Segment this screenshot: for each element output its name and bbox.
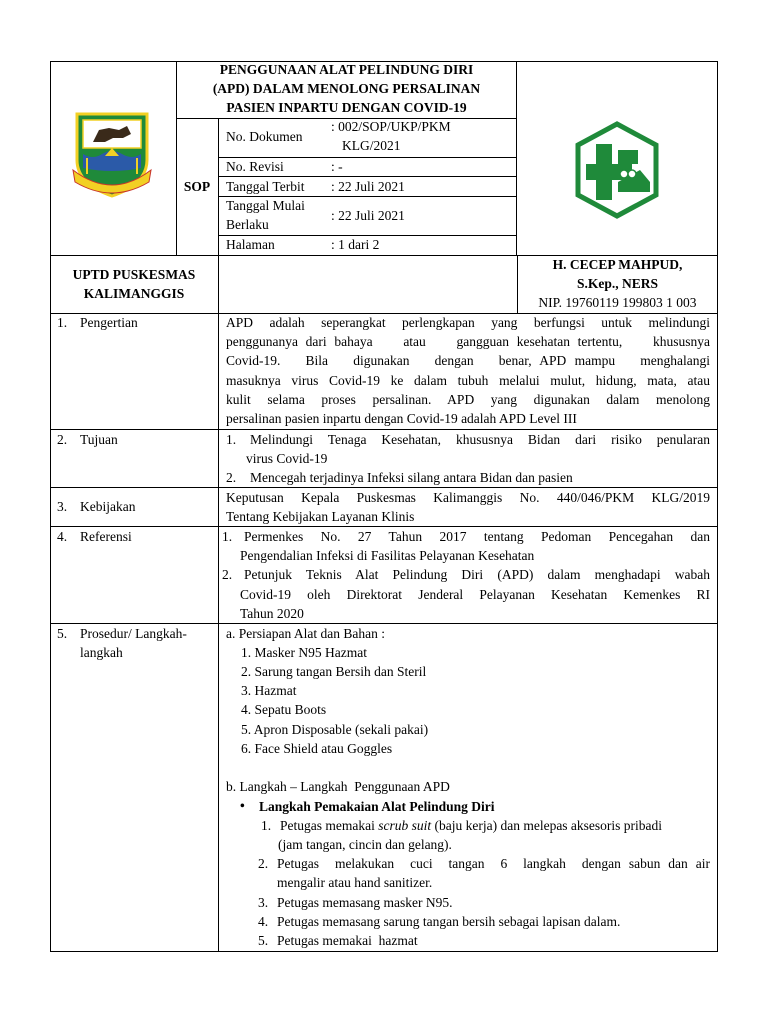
- meta-value-doc-number-cont: KLG/2021: [342, 138, 401, 153]
- puskesmas-logo-icon: [572, 120, 662, 220]
- subheading-preparation: a. Persiapan Alat dan Bahan :: [226, 626, 385, 641]
- paragraph-line: APD adalah seperangkat perlengkapan yang berfungsi untuk melindungi: [226, 315, 710, 330]
- list-item: 2. Sarung tangan Bersih dan Steril: [241, 664, 427, 679]
- meta-label-doc-number: No. Dokumen: [226, 129, 303, 144]
- meta-value-revision: : -: [331, 159, 343, 174]
- step-item-cont: mengalir atau hand sanitizer.: [277, 875, 433, 890]
- meta-label-effective-date-cont: Berlaku: [226, 217, 269, 232]
- paragraph-line: Covid-19. Bila digunakan dengan benar, APD mampu menghalangi: [226, 353, 710, 368]
- paragraph-line: penggunanya dari bahaya atau gangguan kesehatan tertentu, khususnya: [226, 334, 710, 349]
- meta-label-revision: No. Revisi: [226, 159, 284, 174]
- list-item: 5. Apron Disposable (sekali pakai): [241, 722, 429, 737]
- meta-value-effective-date: : 22 Juli 2021: [331, 208, 405, 223]
- list-item-cont: Pengendalian Infeksi di Fasilitas Pelayanan Kesehatan: [240, 548, 535, 563]
- list-item: Petunjuk Teknis Alat Pelindung Diri (APD) dalam menghadapi wabah: [244, 567, 710, 582]
- paragraph-line: kulit selama proses persalinan. APD yang digunakan dalam menolong: [226, 392, 710, 407]
- meta-value-issue-date: : 22 Juli 2021: [331, 179, 405, 194]
- list-item: Permenkes No. 27 Tahun 2017 tentang Pedoman Pencegahan dan: [244, 529, 710, 544]
- paragraph-line: masuknya virus Covid-19 ke dalam tubuh melalui mulut, hidung, mata, atau: [226, 373, 710, 388]
- step-item: Petugas memasang masker N95.: [277, 895, 453, 910]
- title-line: (APD) DALAM MENOLONG PERSALINAN: [212, 81, 481, 96]
- meta-label-effective-date: Tanggal Mulai: [226, 198, 305, 213]
- bullet-heading: Langkah Pemakaian Alat Pelindung Diri: [259, 799, 495, 814]
- bullet-icon: •: [240, 798, 245, 813]
- regency-emblem-icon: [69, 108, 155, 200]
- list-item: Mencegah terjadinya Infeksi silang antara Bidan dan pasien: [250, 470, 573, 485]
- subheading-steps: b. Langkah – Langkah Penggunaan APD: [226, 779, 450, 794]
- title-line: PENGGUNAAN ALAT PELINDUNG DIRI: [219, 62, 474, 77]
- list-item: Melindungi Tenaga Kesehatan, khususnya Bidan dari risiko penularan: [250, 432, 710, 447]
- list-item-cont: Tahun 2020: [240, 606, 304, 621]
- meta-value-doc-number: : 002/SOP/UKP/PKM: [331, 119, 451, 134]
- list-item-cont: Covid-19 oleh Direktorat Jenderal Pelayanan Kesehatan Kemenkes RI: [240, 587, 710, 602]
- meta-label-page: Halaman: [226, 237, 275, 252]
- list-item: 3. Hazmat: [241, 683, 297, 698]
- sop-label: SOP: [183, 179, 211, 194]
- step-item: Petugas memakai scrub suit (baju kerja) dan melepas aksesoris pribadi: [280, 818, 663, 833]
- list-item-cont: virus Covid-19: [246, 451, 328, 466]
- step-item: Petugas melakukan cuci tangan 6 langkah dengan sabun dan air: [277, 856, 710, 871]
- meta-label-issue-date: Tanggal Terbit: [226, 179, 305, 194]
- list-item: 6. Face Shield atau Goggles: [241, 741, 393, 756]
- list-item: 1. Masker N95 Hazmat: [241, 645, 367, 660]
- list-item: 4. Sepatu Boots: [241, 702, 327, 717]
- step-item: Petugas memasang sarung tangan bersih sebagai lapisan dalam.: [277, 914, 621, 929]
- paragraph-line: persalinan pasien inpartu dengan Covid-19 adalah APD Level III: [226, 411, 577, 426]
- step-item: Petugas memakai hazmat: [277, 933, 418, 948]
- title-line: PASIEN INPARTU DENGAN COVID-19: [226, 100, 467, 115]
- meta-value-page: : 1 dari 2: [331, 237, 380, 252]
- step-item-cont: (jam tangan, cincin dan gelang).: [278, 837, 452, 852]
